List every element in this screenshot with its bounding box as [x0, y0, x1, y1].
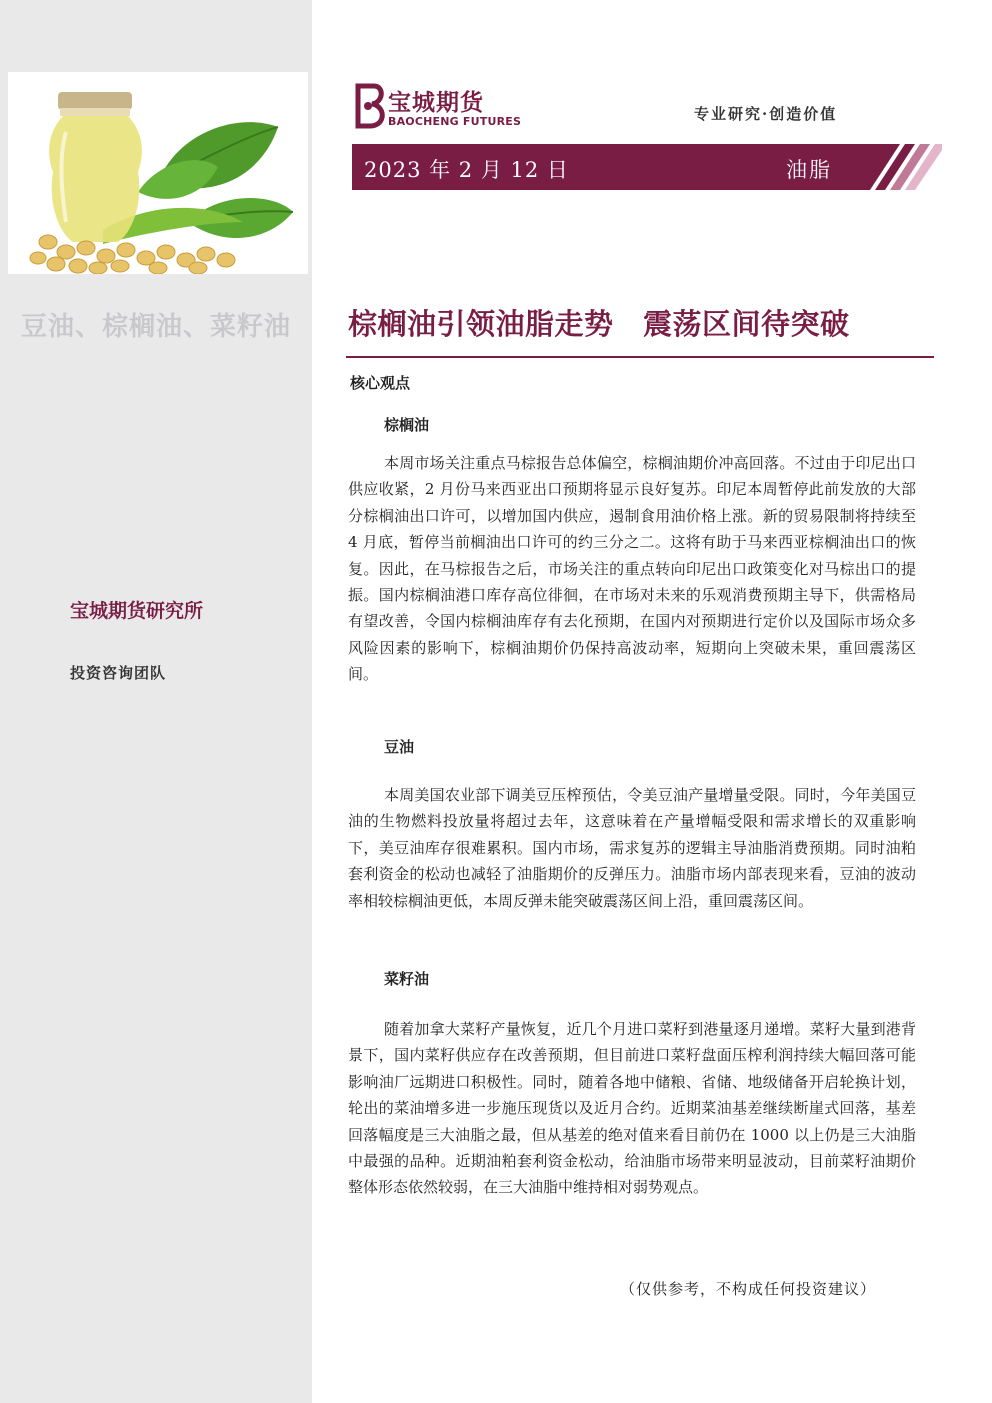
company-logo [352, 82, 522, 132]
report-date: 2023 年 2 月 12 日 [364, 158, 569, 182]
core-view-label: 核心观点 [350, 374, 411, 392]
logo-name-en: BAOCHENG FUTURES [388, 115, 522, 128]
section-body-rapeseed-oil: 随着加拿大菜籽产量恢复，近几个月进口菜籽到港量逐月递增。菜籽大量到港背景下，国内菜籽供应存在改善预期，但目前进口菜籽盘面压榨利润持续大幅回落可能影响油厂远期进口积极性。同时，随着各地中储粮、省储、地级储备开启轮换计划，轮出的菜油增多进一步施压现货以及近月合约。近期菜油基差继续断崖式回落，基差回落幅度是三大油脂之最，但从基差的绝对值来看目前仍在 1000 以上仍是三大油脂中最强的品种。近期油粕套利资金松动，给油脂市场带来明显波动，目前菜籽油期价整体形态依然较弱，在三大油脂中维持相对弱势观点。 [348, 1020, 916, 1197]
report-title: 棕榈油引领油脂走势 震荡区间待突破 [348, 307, 850, 341]
title-divider [346, 356, 934, 358]
sidebar-institute: 宝城期货研究所 [70, 600, 204, 622]
section-body-palm-oil: 本周市场关注重点马棕报告总体偏空，棕榈油期价冲高回落。不过由于印尼出口供应收紧，2 月份马来西亚出口预期将显示良好复苏。印尼本周暂停此前发放的大部分棕榈油出口许可，以增加国内供应，遏制食用油价格上涨。新的贸易限制将持续至 4 月底，暂停当前榈油出口许可的约三分之二。这将有助于马来西亚棕榈油出口的恢复。因此，在马棕报告之后，市场关注的重点转向印尼出口政策变化对马棕出口的提振。国内棕榈油港口库存高位徘徊，在市场对未来的乐观消费预期主导下，供需格局有望改善，令国内棕榈油库存有去化预期，在国内对预期进行定价以及国际市场众多风险因素的影响下，棕榈油期价仍保持高波动率，短期向上突破未果，重回震荡区间。 [348, 454, 916, 684]
section-heading-rapeseed-oil: 菜籽油 [384, 970, 430, 988]
logo-mark-icon [352, 82, 386, 130]
soybean-oil-illustration [8, 72, 308, 274]
slogan: 专业研究·创造价值 [694, 105, 838, 123]
disclaimer: （仅供参考，不构成任何投资建议） [620, 1280, 877, 1298]
report-category: 油脂 [786, 158, 832, 182]
section-heading-palm-oil: 棕榈油 [384, 416, 430, 434]
sidebar-team: 投资咨询团队 [70, 664, 167, 682]
section-body-soybean-oil: 本周美国农业部下调美豆压榨预估，令美豆油产量增量受限。同时，今年美国豆油的生物燃料投放量将超过去年，这意味着在产量增幅受限和需求增长的双重影响下，美豆油库存很难累积。国内市场，需求复苏的逻辑主导油脂消费预期。同时油粕套利资金的松动也减轻了油脂期价的反弹压力。油脂市场内部表现来看，豆油的波动率相较棕榈油更低，本周反弹未能突破震荡区间上沿，重回震荡区间。 [348, 786, 916, 910]
sidebar-subject: 豆油、棕榈油、菜籽油 [20, 312, 291, 342]
logo-name-cn: 宝城期货 [388, 89, 484, 116]
section-heading-soybean-oil: 豆油 [384, 738, 415, 756]
